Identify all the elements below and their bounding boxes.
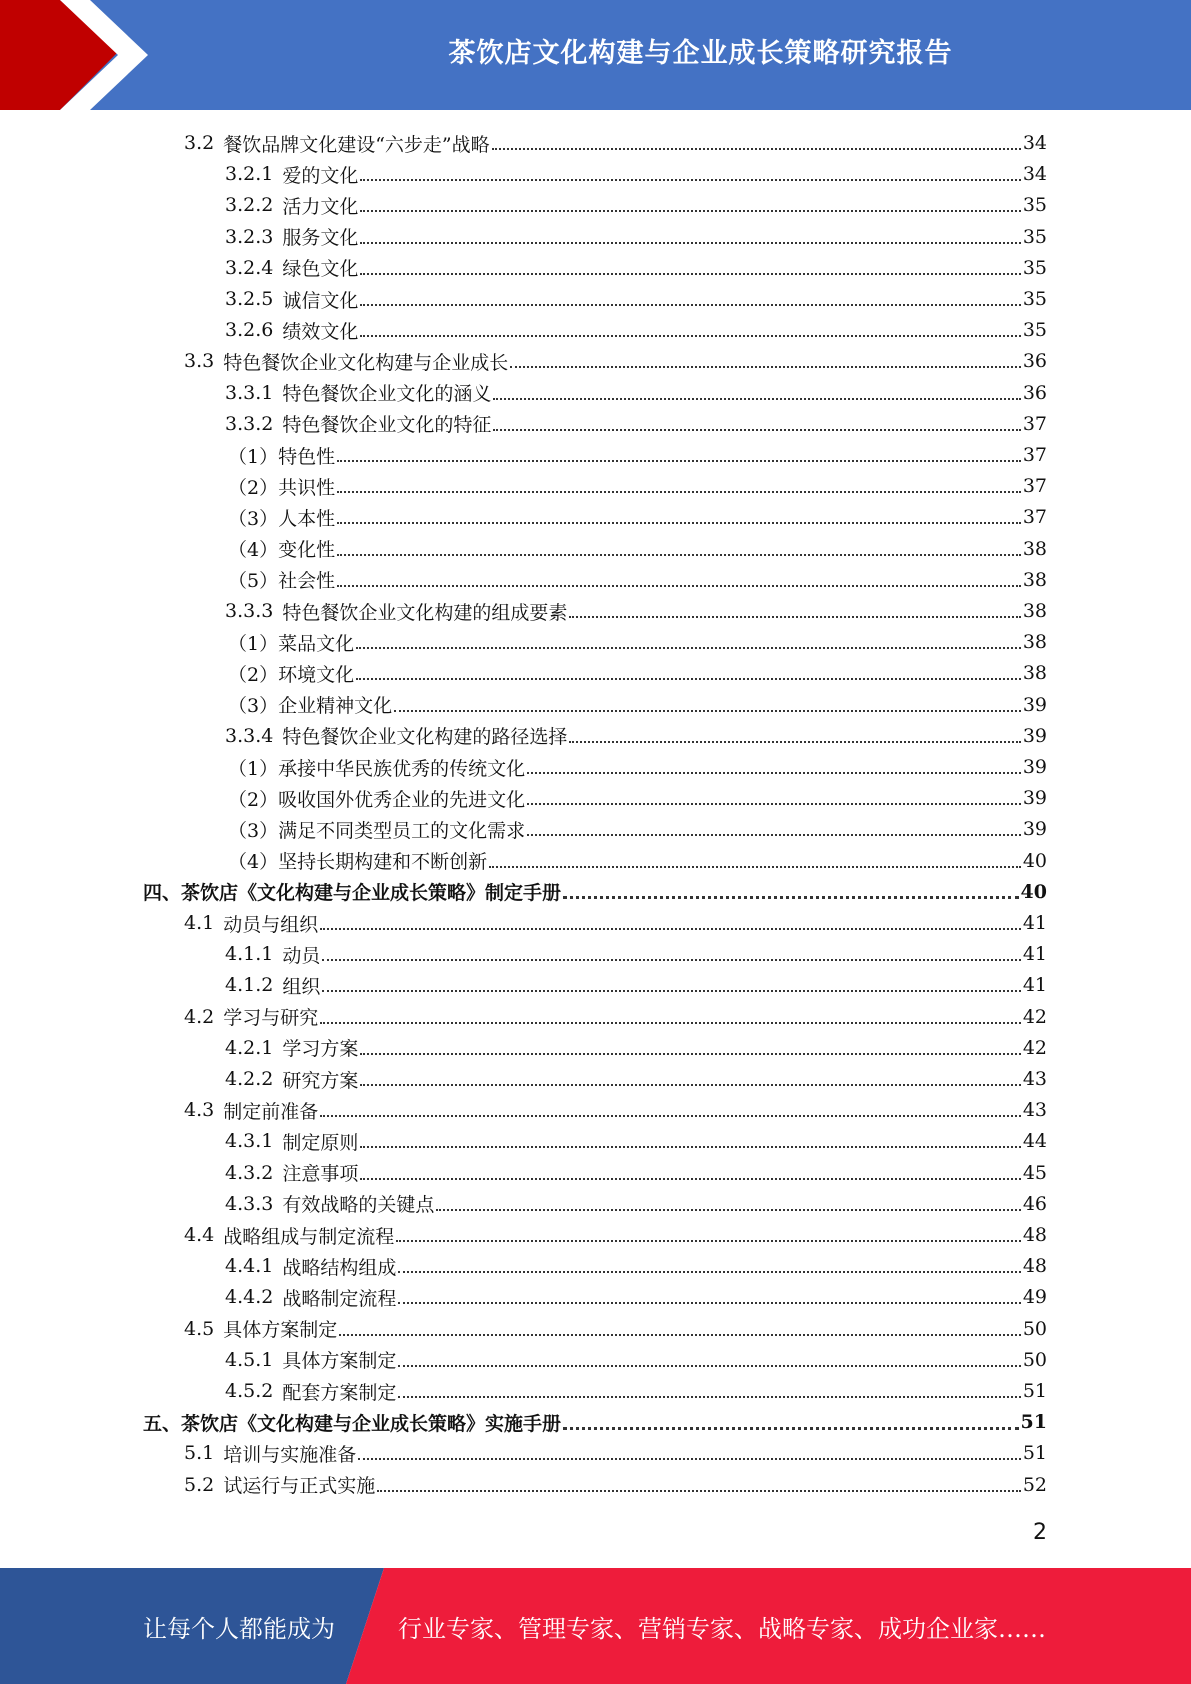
- toc-dot-leader: [527, 834, 1021, 836]
- toc-entry-label: 动员与组织: [223, 913, 319, 936]
- toc-entry[interactable]: [228, 502, 1047, 532]
- toc-entry[interactable]: [225, 1126, 1047, 1156]
- toc-entry[interactable]: [228, 471, 1047, 501]
- toc-entry-label: 培训与实施准备: [223, 1443, 357, 1466]
- toc-entry-page: 34: [1022, 163, 1047, 186]
- toc-entry[interactable]: [225, 970, 1047, 1000]
- toc-entry-label: （1）特色性: [228, 445, 336, 468]
- toc-dot-leader: [527, 772, 1021, 774]
- toc-entry[interactable]: [225, 378, 1047, 408]
- toc-entry-label: 战略组成与制定流程: [223, 1225, 395, 1248]
- toc-entry[interactable]: [225, 190, 1047, 220]
- toc-entry-page: 39: [1022, 818, 1047, 841]
- toc-entry-label: 绩效文化: [282, 320, 359, 343]
- toc-entry-page: 36: [1022, 350, 1047, 373]
- document-title: 茶饮店文化构建与企业成长策略研究报告: [448, 37, 953, 69]
- toc-entry-label: （3）企业精神文化: [228, 695, 393, 718]
- toc-entry-page: 37: [1022, 475, 1047, 498]
- toc-entry[interactable]: [228, 658, 1047, 688]
- toc-entry-label: 活力文化: [282, 195, 359, 218]
- toc-entry-page: 35: [1022, 319, 1047, 342]
- toc-entry-page: 48: [1022, 1224, 1047, 1246]
- toc-entry-number: 4.4.1: [225, 1255, 274, 1278]
- toc-dot-leader: [358, 1458, 1021, 1460]
- toc-dot-leader: [320, 1022, 1021, 1024]
- toc-entry-label: 爱的文化: [282, 164, 359, 187]
- toc-entry[interactable]: [184, 1438, 1047, 1468]
- toc-dot-leader: [510, 366, 1021, 368]
- toc-dot-leader: [360, 179, 1020, 181]
- toc-entry[interactable]: [184, 1314, 1047, 1344]
- toc-entry-number: 3.3.2: [225, 412, 274, 435]
- toc-dot-leader: [360, 210, 1020, 212]
- toc-entry-page: 52: [1022, 1473, 1047, 1496]
- toc-entry-label: （4）变化性: [228, 539, 336, 562]
- toc-entry-number: 3.2.2: [225, 194, 274, 217]
- toc-entry-number: 3.2: [184, 132, 215, 154]
- toc-dot-leader: [322, 959, 1020, 961]
- toc-dot-leader: [360, 304, 1020, 306]
- toc-entry-label: 具体方案制定: [223, 1319, 338, 1342]
- toc-entry-page: 41: [1022, 943, 1047, 966]
- toc-entry-label: 五、茶饮店《文化构建与企业成长策略》实施手册: [143, 1412, 562, 1435]
- toc-entry-number: 3.2.1: [225, 163, 274, 186]
- toc-entry[interactable]: [228, 627, 1047, 657]
- toc-entry[interactable]: [184, 908, 1047, 938]
- toc-entry[interactable]: [184, 128, 1047, 158]
- toc-entry[interactable]: [228, 846, 1047, 876]
- toc-entry-page: 38: [1022, 568, 1047, 591]
- toc-entry-label: （4）坚持长期构建和不断创新: [228, 851, 488, 874]
- toc-dot-leader: [320, 1115, 1021, 1117]
- toc-dot-leader: [493, 429, 1020, 431]
- toc-entry-page: 42: [1022, 1005, 1047, 1028]
- toc-entry[interactable]: [228, 783, 1047, 813]
- toc-entry-page: 43: [1022, 1099, 1047, 1122]
- toc-entry[interactable]: [143, 877, 1047, 907]
- toc-entry-number: 3.2.4: [225, 256, 274, 279]
- toc-entry-number: 3.2.6: [225, 319, 274, 342]
- toc-entry-page: 39: [1022, 724, 1047, 747]
- toc-entry-page: 50: [1022, 1317, 1047, 1340]
- toc-dot-leader: [339, 1334, 1021, 1336]
- toc-entry-label: 服务文化: [282, 227, 359, 250]
- toc-dot-leader: [337, 554, 1021, 556]
- toc-entry-label: 餐饮品牌文化建设“六步走”战略: [223, 133, 490, 156]
- toc-entry-label: 研究方案: [282, 1069, 359, 1092]
- toc-entry-label: 学习与研究: [223, 1007, 319, 1030]
- toc-entry-label: （2）环境文化: [228, 663, 355, 686]
- toc-entry-page: 48: [1022, 1255, 1047, 1278]
- toc-dot-leader: [360, 1053, 1020, 1055]
- toc-entry-number: 4.1.1: [225, 943, 274, 966]
- toc-entry-page: 38: [1022, 600, 1047, 622]
- toc-entry-number: 4.1: [184, 912, 215, 934]
- toc-dot-leader: [360, 242, 1020, 244]
- toc-entry-label: 具体方案制定: [282, 1350, 397, 1373]
- toc-dot-leader: [394, 710, 1021, 712]
- toc-entry-number: 3.3.3: [225, 600, 274, 622]
- toc-entry[interactable]: [225, 315, 1047, 345]
- toc-entry-label: （5）社会性: [228, 570, 336, 593]
- toc-entry-page: 45: [1022, 1161, 1047, 1184]
- toc-entry-page: 36: [1022, 381, 1047, 404]
- toc-entry-page: 39: [1022, 787, 1047, 810]
- toc-entry-number: 4.2.1: [225, 1036, 274, 1059]
- toc-entry-label: 战略制定流程: [282, 1287, 397, 1310]
- toc-entry-label: 注意事项: [282, 1163, 359, 1186]
- toc-dot-leader: [398, 1365, 1020, 1367]
- toc-dot-leader: [320, 928, 1021, 930]
- toc-dot-leader: [360, 273, 1020, 275]
- toc-entry-number: 3.3.1: [225, 381, 274, 404]
- toc-entry-number: 4.5.1: [225, 1348, 274, 1371]
- toc-entry-page: 35: [1022, 225, 1047, 248]
- toc-entry-label: 制定前准备: [223, 1100, 319, 1123]
- toc-dot-leader: [322, 990, 1020, 992]
- toc-entry-label: 特色餐饮企业文化构建与企业成长: [223, 351, 509, 374]
- toc-entry-page: 50: [1022, 1348, 1047, 1371]
- toc-dot-leader: [493, 398, 1020, 400]
- toc-entry-page: 39: [1022, 693, 1047, 716]
- toc-entry[interactable]: [184, 1002, 1047, 1032]
- toc-entry-page: 42: [1022, 1036, 1047, 1059]
- toc-entry-page: 37: [1022, 412, 1047, 435]
- toc-entry-page: 49: [1022, 1286, 1047, 1309]
- toc-entry[interactable]: [225, 1251, 1047, 1281]
- toc-dot-leader: [337, 460, 1021, 462]
- toc-entry-label: 组织: [282, 975, 321, 998]
- toc-entry[interactable]: [225, 409, 1047, 439]
- toc-dot-leader: [360, 1084, 1020, 1086]
- toc-entry-label: （2）吸收国外优秀企业的先进文化: [228, 788, 526, 811]
- toc-entry-number: 4.3.2: [225, 1161, 274, 1184]
- toc-entry-page: 40: [1022, 849, 1047, 872]
- toc-entry-label: （1）菜品文化: [228, 632, 355, 655]
- footer-slogan-right: 行业专家、管理专家、营销专家、战略专家、成功企业家……: [398, 1614, 1046, 1643]
- toc-dot-leader: [569, 741, 1020, 743]
- toc-entry-label: 四、茶饮店《文化构建与企业成长策略》制定手册: [143, 882, 562, 905]
- toc-entry[interactable]: [184, 1220, 1047, 1250]
- toc-entry-page: 35: [1022, 194, 1047, 217]
- toc-entry-label: 特色餐饮企业文化的涵义: [282, 383, 492, 406]
- toc-entry-number: 5.1: [184, 1442, 215, 1465]
- toc-entry-label: 试运行与正式实施: [223, 1475, 376, 1498]
- toc-entry[interactable]: [225, 1376, 1047, 1406]
- toc-entry-number: 4.4.2: [225, 1286, 274, 1309]
- toc-entry-page: 51: [1022, 1380, 1047, 1402]
- toc-entry[interactable]: [184, 1470, 1047, 1500]
- toc-entry[interactable]: [225, 1064, 1047, 1094]
- toc-entry-number: 3.2.3: [225, 225, 274, 248]
- toc-entry[interactable]: [225, 222, 1047, 252]
- toc-entry-page: 35: [1022, 256, 1047, 279]
- footer-slogan-left: 让每个人都能成为: [143, 1614, 335, 1643]
- toc-entry-page: 41: [1022, 974, 1047, 997]
- toc-entry-number: 4.4: [184, 1224, 215, 1246]
- toc-entry-page: 40: [1020, 880, 1047, 903]
- toc-entry[interactable]: [225, 159, 1047, 189]
- toc-entry-label: 战略结构组成: [282, 1256, 397, 1279]
- toc-entry-page: 44: [1022, 1130, 1047, 1153]
- toc-entry-number: 4.5.2: [225, 1380, 274, 1402]
- toc-entry-label: 学习方案: [282, 1038, 359, 1061]
- toc-dot-leader: [398, 1302, 1020, 1304]
- toc-entry-page: 51: [1022, 1442, 1047, 1465]
- toc-entry[interactable]: [225, 721, 1047, 751]
- toc-entry-number: 3.2.5: [225, 288, 274, 310]
- toc-entry-label: 特色餐饮企业文化构建的路径选择: [282, 726, 568, 749]
- toc-entry[interactable]: [228, 752, 1047, 782]
- toc-entry-page: 37: [1022, 506, 1047, 529]
- toc-entry-label: 有效战略的关键点: [282, 1194, 435, 1217]
- toc-dot-leader: [563, 1427, 1019, 1430]
- toc-entry-page: 39: [1022, 756, 1047, 778]
- toc-dot-leader: [492, 148, 1021, 150]
- toc-dot-leader: [337, 491, 1021, 493]
- toc-entry-page: 38: [1022, 631, 1047, 654]
- toc-entry-label: 诚信文化: [282, 289, 359, 312]
- toc-entry-label: 制定原则: [282, 1131, 359, 1154]
- toc-entry-page: 38: [1022, 662, 1047, 685]
- toc-entry-label: 动员: [282, 944, 321, 967]
- toc-dot-leader: [356, 678, 1021, 680]
- toc-entry-label: 绿色文化: [282, 258, 359, 281]
- toc-entry[interactable]: [225, 1345, 1047, 1375]
- toc-entry-number: 3.3: [184, 350, 215, 373]
- toc-dot-leader: [396, 1240, 1021, 1242]
- toc-entry[interactable]: [225, 1033, 1047, 1063]
- toc-entry[interactable]: [184, 346, 1047, 376]
- toc-dot-leader: [527, 803, 1021, 805]
- toc-entry-page: 41: [1022, 912, 1047, 934]
- toc-entry-page: 35: [1022, 288, 1047, 310]
- toc-entry[interactable]: [228, 690, 1047, 720]
- toc-entry-page: 38: [1022, 537, 1047, 560]
- toc-entry[interactable]: [225, 939, 1047, 969]
- toc-entry[interactable]: [228, 534, 1047, 564]
- toc-entry[interactable]: [225, 1158, 1047, 1188]
- toc-dot-leader: [569, 616, 1020, 618]
- toc-entry[interactable]: [225, 596, 1047, 626]
- toc-dot-leader: [356, 647, 1021, 649]
- toc-dot-leader: [377, 1490, 1021, 1492]
- toc-entry-label: 特色餐饮企业文化的特征: [282, 414, 492, 437]
- toc-entry[interactable]: [225, 1189, 1047, 1219]
- page-number: 2: [1033, 1520, 1047, 1545]
- toc-entry-label: （2）共识性: [228, 476, 336, 499]
- toc-entry-number: 5.2: [184, 1473, 215, 1496]
- toc-entry[interactable]: [228, 814, 1047, 844]
- toc-entry[interactable]: [225, 284, 1047, 314]
- toc-entry-page: 37: [1022, 444, 1047, 466]
- page-footer: [0, 1568, 1191, 1684]
- toc-entry-label: （1）承接中华民族优秀的传统文化: [228, 757, 526, 780]
- toc-entry[interactable]: [228, 565, 1047, 595]
- toc-entry-label: （3）人本性: [228, 507, 336, 530]
- toc-entry-number: 4.1.2: [225, 974, 274, 997]
- toc-entry[interactable]: [225, 253, 1047, 283]
- toc-entry-number: 4.2: [184, 1005, 215, 1028]
- toc-dot-leader: [436, 1209, 1020, 1211]
- toc-dot-leader: [360, 1146, 1020, 1148]
- toc-dot-leader: [337, 522, 1021, 524]
- toc-entry-number: 3.3.4: [225, 724, 274, 747]
- toc-dot-leader: [398, 1271, 1020, 1273]
- toc-dot-leader: [337, 585, 1021, 587]
- toc-entry-page: 46: [1022, 1192, 1047, 1215]
- toc-dot-leader: [360, 335, 1020, 337]
- toc-entry[interactable]: [228, 440, 1047, 470]
- toc-entry-page: 34: [1022, 132, 1047, 154]
- page-header: [0, 0, 1191, 110]
- toc-dot-leader: [563, 896, 1019, 899]
- toc-entry-number: 4.3: [184, 1099, 215, 1122]
- toc-dot-leader: [398, 1396, 1020, 1398]
- toc-entry-label: 特色餐饮企业文化构建的组成要素: [282, 601, 568, 624]
- toc-entry[interactable]: [184, 1095, 1047, 1125]
- toc-entry[interactable]: [225, 1282, 1047, 1312]
- toc-entry-page: 51: [1020, 1411, 1047, 1434]
- toc-entry-number: 4.3.3: [225, 1192, 274, 1215]
- toc-entry-number: 4.2.2: [225, 1068, 274, 1090]
- toc-entry-page: 43: [1022, 1068, 1047, 1090]
- toc-entry-number: 4.5: [184, 1317, 215, 1340]
- toc-entry[interactable]: [143, 1407, 1047, 1437]
- toc-entry-label: （3）满足不同类型员工的文化需求: [228, 819, 526, 842]
- toc-dot-leader: [360, 1178, 1020, 1180]
- toc-entry-number: 4.3.1: [225, 1130, 274, 1153]
- toc-dot-leader: [489, 866, 1021, 868]
- toc-entry-label: 配套方案制定: [282, 1381, 397, 1404]
